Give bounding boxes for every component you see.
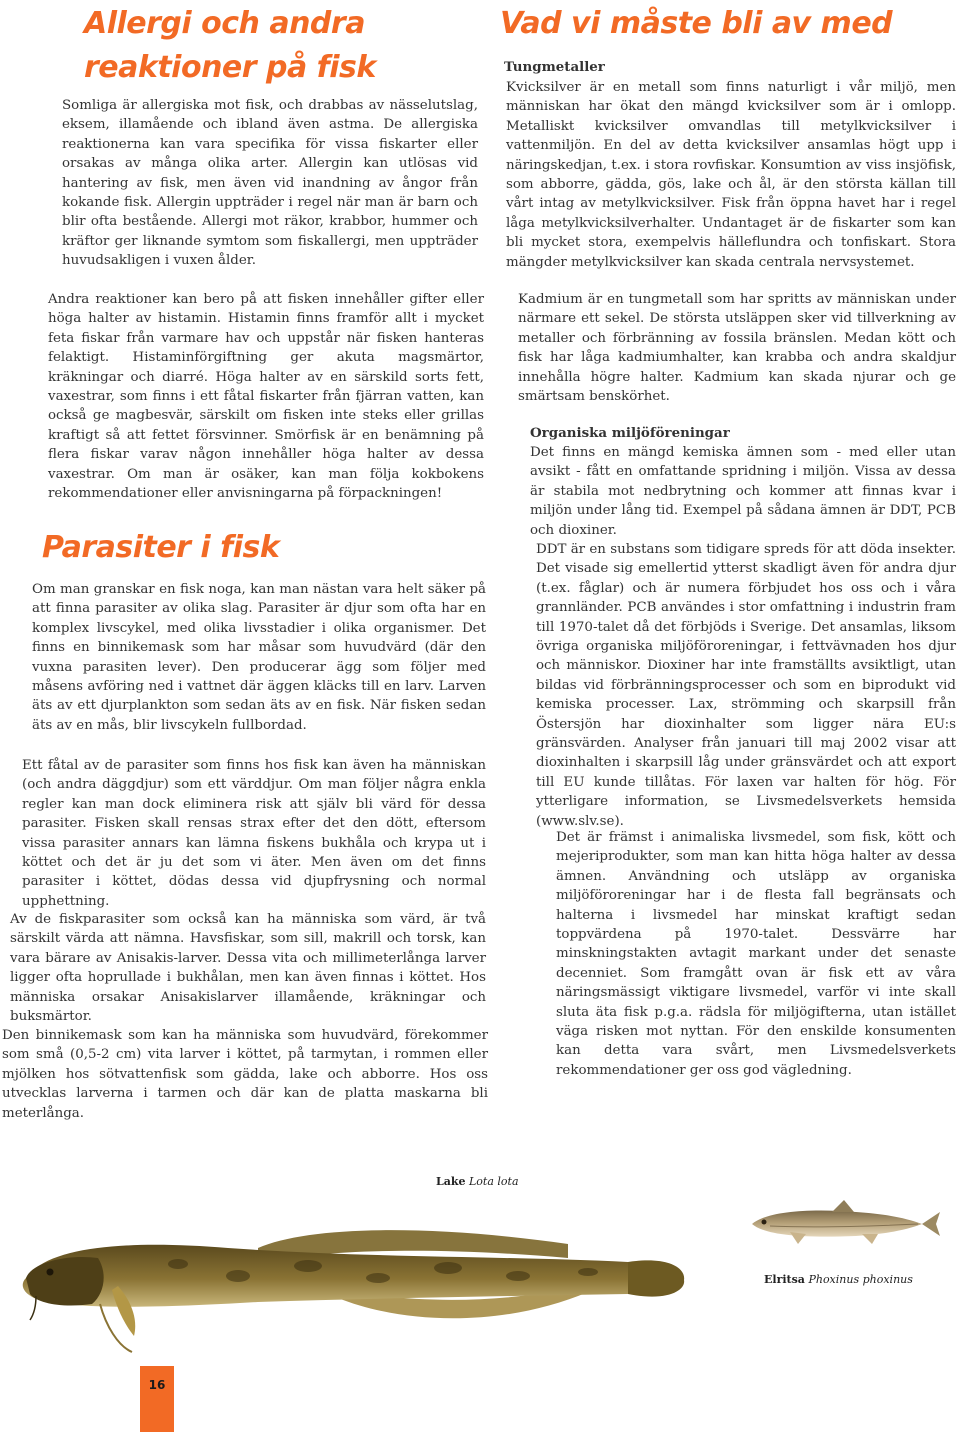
paragraph-histamin: Andra reaktioner kan bero på att fisken innehåller gifter eller höga halter av histamin. Histamin finns framför allt i mycket feta fiskar från varmare hav och uppstår när fisken hanteras felaktigt. Histaminförgiftning ger akuta magsmärtor, kräkningar och diarré. Höga halter av en särskild sorts fett, vaxestrar, som finns i ett fåtal fiskarter från fjärran vatten, kan också ge magbesvär, särskilt om fisken inte steks eller grillas kraftigt så att fettet försvinner. Smörfisk är en benämning på flera fiskar varav någon innehåller höga halter av dessa vaxestrar. Om man är osäker, kan man följa kokbokens rekommendationer eller anvisningarna på förpackningen! [48, 292, 484, 502]
caption-lake-common: Lake [436, 1175, 466, 1188]
subheading-tungmetaller: Tungmetaller [504, 59, 605, 75]
paragraph-kadmium: Kadmium är en tungmetall som har spritts av människan under närmare ett sekel. De största utsläppen sker vid tillverkning av metaller och förbränning av fossila bränslen. Medan kött och fisk har låga kadmiumhalter, kan krabba och andra skaldjur innehålla högre halter. Kadmium kan skada njurar och ge smärtsam benskörhet. [518, 292, 956, 405]
paragraph-parasit-3: Av de fiskparasiter som också kan ha människa som värd, är två särskilt värda att nämna. Havsfiskar, som sill, makrill och torsk, kan vara bärare av Anisakis-larver. Dessa vita och millimeterlånga larver ligger ofta hoprullade i bukhålan, men kan även finnas i köttet. Hos människa orsakar Anisakislarver illamående, kräkningar och buksmärtor. [10, 912, 486, 1025]
paragraph-parasit-2: Ett fåtal av de parasiter som finns hos fisk kan även ha människan (och andra däggdjur) som ett värddjur. Om man följer några enkla regler kan man dock eliminera risk att själv bli värd för dessa parasiter. Fisken skall rensas strax efter det den dött, eftersom vissa parasiter annars kan lämna fiskens bukhåla och krypa ut i köttet och det är ju det som vi äter. Men även om det finns parasiter i köttet, dödas dessa vid djupfrysning och normal upphettning. [22, 758, 486, 909]
minnow-illustration [746, 1192, 942, 1262]
caption-elritsa-latin: Phoxinus phoxinus [808, 1273, 913, 1286]
caption-lake [436, 1175, 519, 1189]
caption-elritsa-common: Elritsa [764, 1273, 805, 1286]
caption-lake-latin: Lota lota [468, 1175, 519, 1188]
burbot-illustration [8, 1186, 688, 1386]
paragraph-kvicksilver: Kvicksilver är en metall som finns naturligt i vår miljö, men människan har ökat den mängd kvicksilver som är i omlopp. Metalliskt kvicksilver omvandlas till metylkvicksilver i vattenmiljön. En del av detta kvicksilver ansamlas högt upp i näringskedjan, t.ex. i stora rovfiskar. Konsumtion av viss insjöfisk, som abborre, gädda, gös, lake och ål, är den största källan till vårt intag av metylkvicksilver. Fisk från öppna havet har i regel låga metylkvicksilverhalter. Undantaget är de fiskarter som kan bli mycket stora, exempelvis hälleflundra och tonfiskart. Stora mängder metylkvicksilver kan skada centrala nervsystemet. [506, 80, 956, 270]
heading-vad-vi-maste: Vad vi måste bli av med [500, 6, 893, 41]
paragraph-ddt-pcb-dioxiner: DDT är en substans som tidigare spreds för att döda insekter. Det visade sig emellertid ytterst skadligt även för andra djur (t.ex. fåglar) och är numera förbjudet hos oss och i våra grannländer. PCB användes i stor omfattning i industrin fram till 1970-talet då det förbjöds i Sverige. Det ansamlas, liksom övriga organiska miljöföroreningar, i fettvävnaden hos djur och människor. Dioxiner har inte framställts avsiktligt, utan bildas vid förbränningsprocesser och som en biprodukt vid kemiska processer. Lax, strömming och skarpsill från Östersjön har dioxinhalter som ligger nära EU:s gränsvärden. Analyser från januari till maj 2002 visar att dioxinhalten i skarpsill låg under gränsvärdet och att export till EU kunde tillåtas. För laxen var halten för hög. För ytterligare information, se Livsmedelsverkets hemsida (www.slv.se). [536, 542, 956, 829]
paragraph-organiska: Det finns en mängd kemiska ämnen som - med eller utan avsikt - fått en omfattande spridning i miljön. Vissa av dessa är stabila mot nedbrytning och kommer att finnas kvar i miljön under lång tid. Exempel på sådana ämnen är DDT, PCB och dioxiner. [530, 445, 956, 538]
caption-elritsa [764, 1273, 913, 1287]
paragraph-parasit-1: Om man granskar en fisk noga, kan man nästan vara helt säker på att finna parasiter av olika slag. Parasiter är djur som ofta har en komplex livscykel, med olika livsstadier i olika organismer. Det finns en binnikemask som har måsar som huvudvärd (där den vuxna parasiten lever). Den producerar ägg som följer med måsens avföring ned i vattnet där äggen kläcks till en larv. Larven äts av ett djurplankton som sedan äts av en fisk. När fisken sedan äts av en mås, blir livscykeln fullbordad. [32, 582, 486, 733]
heading-allergi: Allergi och andra reaktioner på fisk [84, 6, 376, 85]
paragraph-parasit-4: Den binnikemask som kan ha människa som huvudvärd, förekommer som små (0,5-2 cm) vita larver i köttet, på tarmytan, i rommen eller mjölken hos sötvattenfisk som gädda, lake och abborre. Hos oss utvecklas larverna i tarmen och där kan de platta maskarna bli meterlånga. [2, 1028, 488, 1121]
paragraph-allergi: Somliga är allergiska mot fisk, och drabbas av nässelutslag, eksem, illamående och ibland även astma. De allergiska reaktionerna kan vara specifika för vissa fiskarter eller orsakas av många olika arter. Allergin kan utlösas vid hantering av fisk, men även vid inandning av ångor från kokande fisk. Allergin uppträder i regel när man är barn och blir ofta bestående. Allergi mot räkor, krabbor, hummer och kräftor ger liknande symtom som fiskallergi, men uppträder huvudsakligen i vuxen ålder. [62, 98, 478, 269]
subheading-organiska: Organiska miljöföreningar [530, 425, 730, 441]
page-number: 16 [140, 1366, 174, 1432]
heading-parasiter: Parasiter i fisk [42, 530, 280, 565]
paragraph-animaliska-livsmedel: Det är främst i animaliska livsmedel, som fisk, kött och mejeriprodukter, som man kan hitta höga halter av dessa ämnen. Användning och utsläpp av organiska miljöföroreningar har i de flesta fall begränsats och halterna i livsmedel har minskat kraftigt sedan toppvärdena på 1970-talet. Dessvärre har minskningstakten avtagit markant under det senaste decenniet. Som framgått ovan är fisk ett av våra näringsmässigt viktigare livsmedel, varför vi inte skall sluta äta fisk p.g.a. rädsla för miljögifterna, utan istället väga risken mot nyttan. För den enskilde konsumenten kan detta vara svårt, men Livsmedelsverkets rekommendationer ger oss god vägledning. [556, 830, 956, 1078]
